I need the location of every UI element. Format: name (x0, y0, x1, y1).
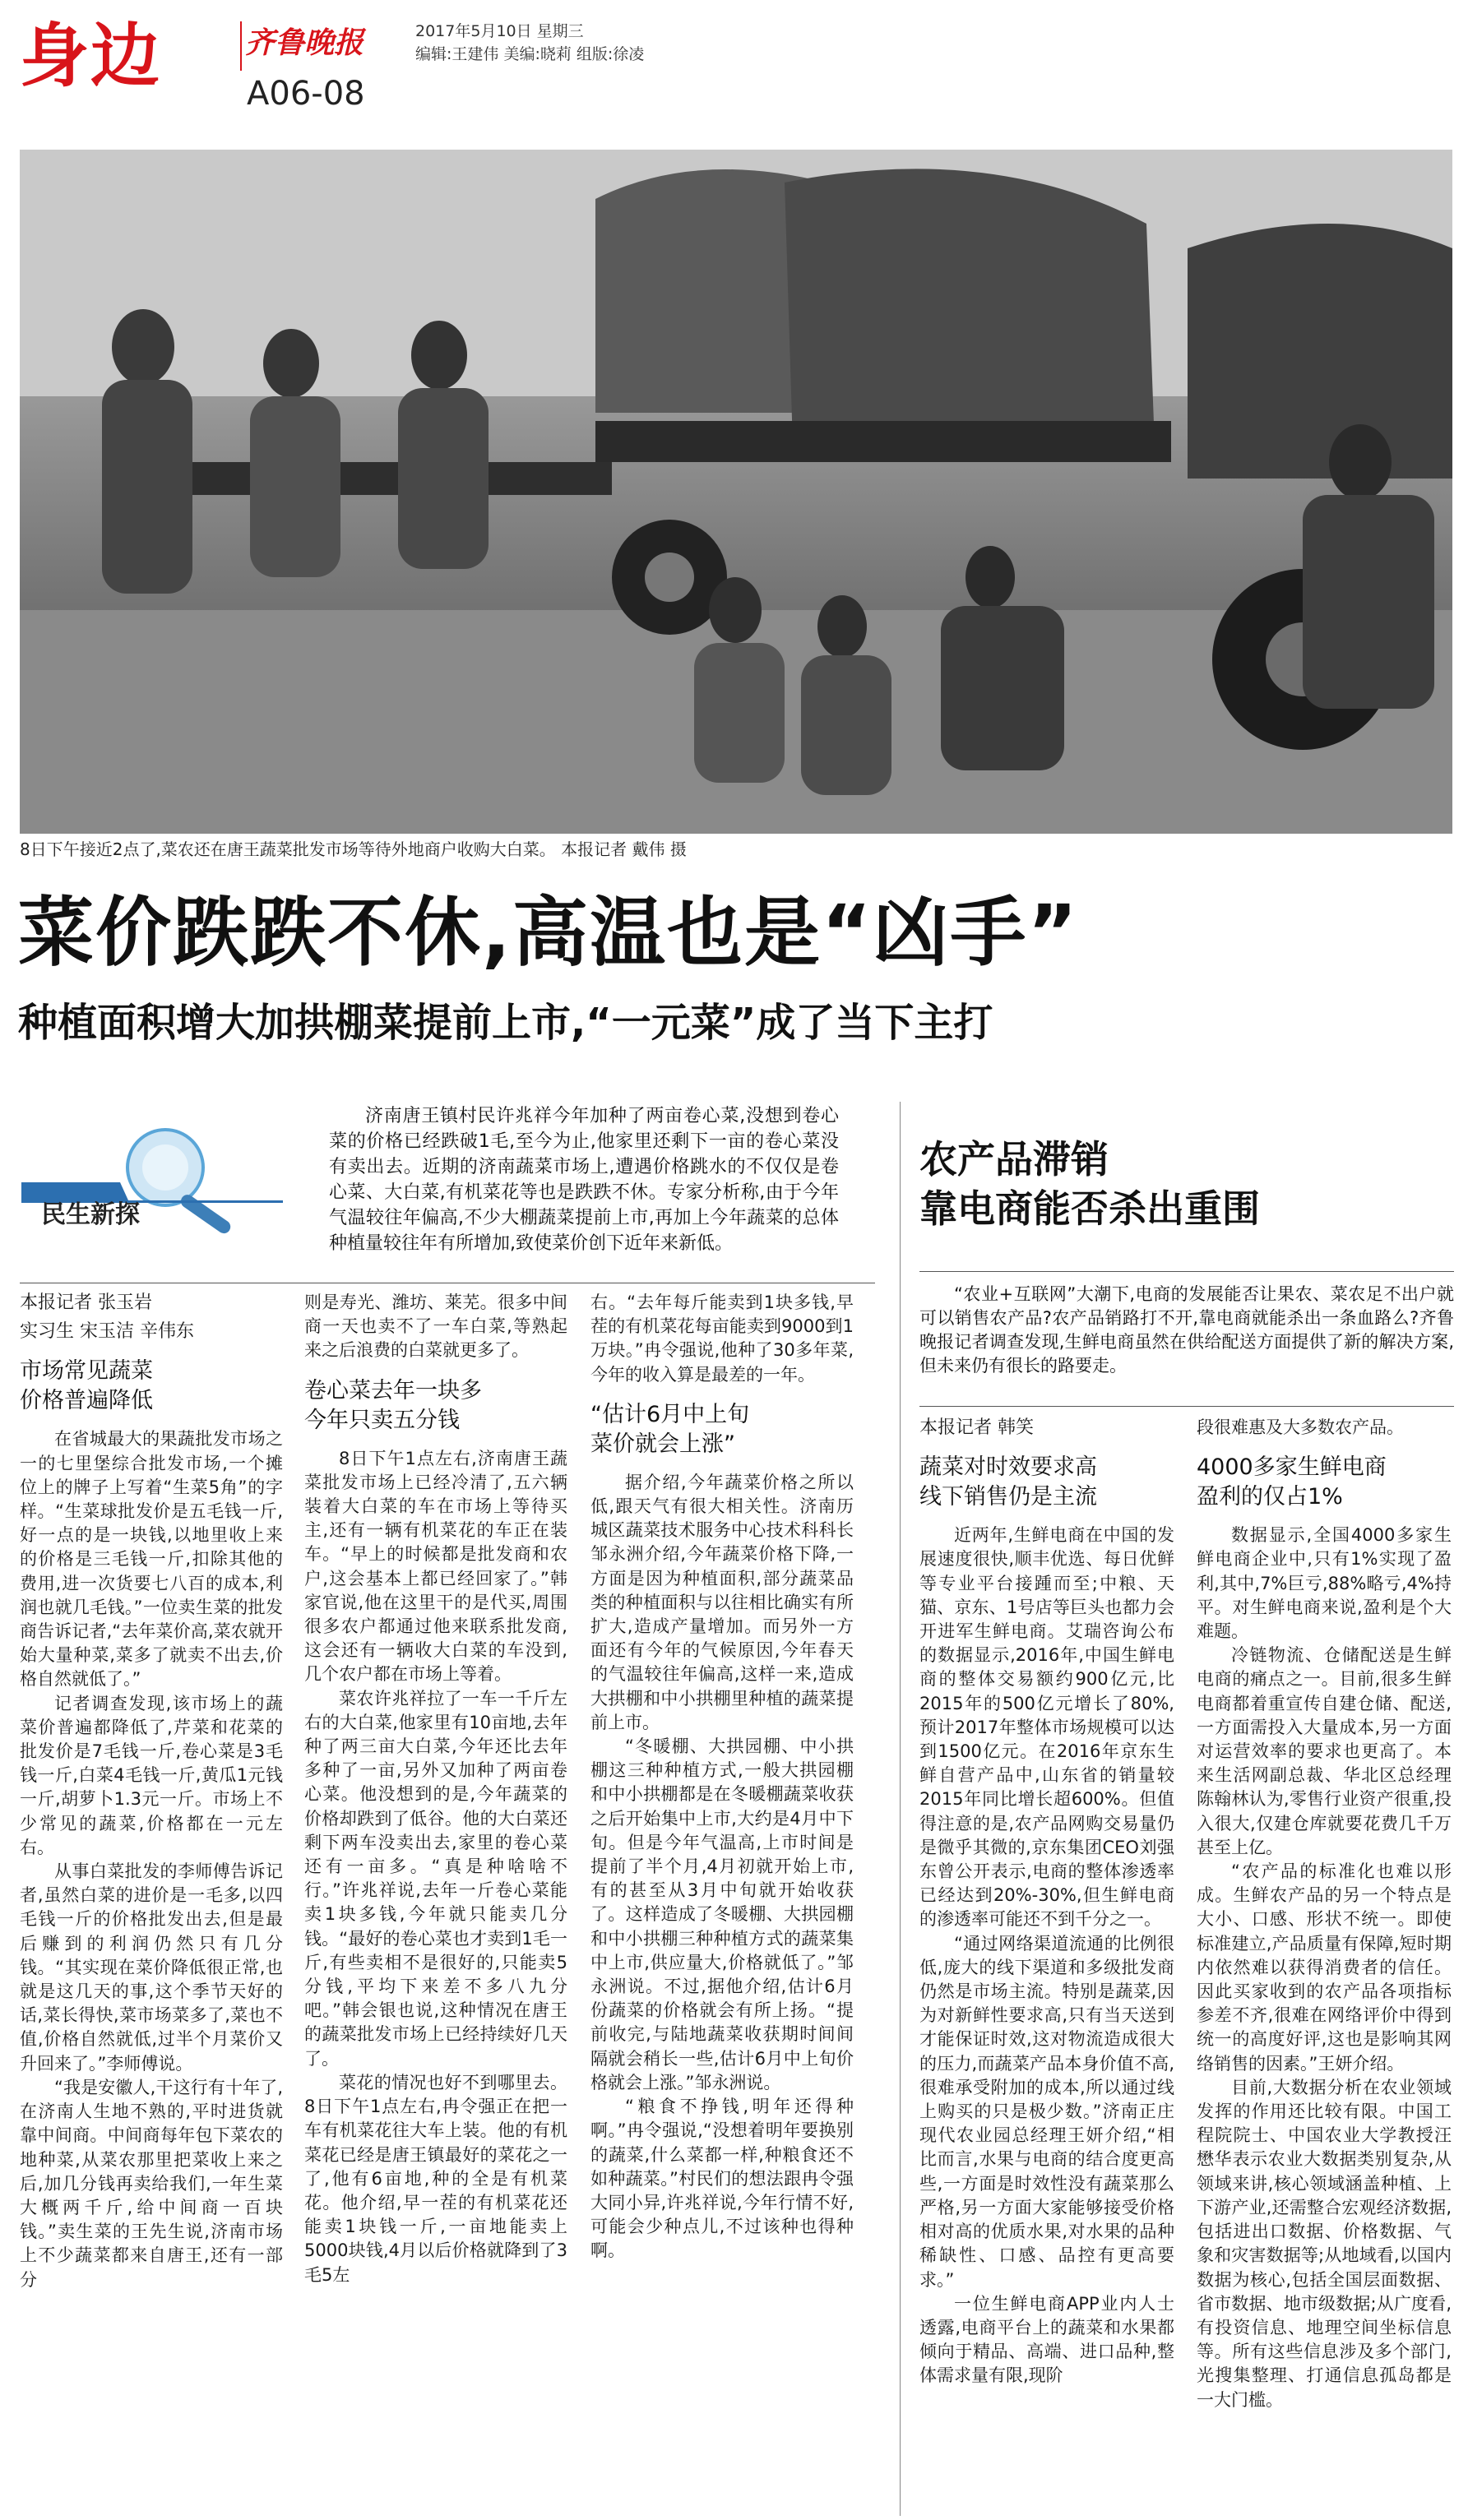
story-column-3 (590, 1291, 854, 2516)
paragraph: 记者调查发现,该市场上的蔬菜价普遍都降低了,芹菜和花菜的批发价是7毛钱一斤,卷心菜是3毛钱一斤,白菜4毛钱一斤,黄瓜1元钱一斤,胡萝卜1.3元一斤。市场上不少常见的蔬菜,价格都在一元左右。 (20, 1693, 283, 1857)
subhead-line: 卷心菜去年一块多 (304, 1377, 482, 1403)
subhead (590, 1400, 854, 1459)
paragraph: 8日下午1点左右,济南唐王蔬菜批发市场上已经冷清了,五六辆装着大白菜的车在市场上等待买主,还有一辆有机菜花的车正在装车。“早上的时候都是批发商和农户,这会基本上都已经回家了。”韩家官说,他在这里干的是代买,周围很多农户都通过他来联系批发商,这会还有一辆收大白菜的车没到,几个农户都在市场上等着。 (304, 1448, 567, 1685)
sidebar-lead-rule (919, 1406, 1454, 1407)
news-photo (20, 150, 1452, 834)
photo-caption: 8日下午接近2点了,菜农还在唐王蔬菜批发市场等待外地商户收购大白菜。 本报记者 戴伟 摄 (20, 839, 687, 859)
subhead (919, 1453, 1174, 1512)
paragraph: 冷链物流、仓储配送是生鲜电商的痛点之一。目前,很多生鲜电商都着重宣传自建仓储、配送,一方面需投入大量成本,另一方面对运营效率的要求也更高了。本来生活网副总裁、华北区总经理陈翰林认为,零售行业资产很重,投入很大,仅建仓库就要花费几千万甚至上亿。 (1197, 1645, 1452, 1857)
story-column-1 (20, 1291, 283, 2516)
subhead-line: 菜价就会上涨” (590, 1431, 735, 1457)
subhead (20, 1357, 283, 1416)
sidebar-headline-line1: 农产品滞销 (919, 1137, 1109, 1181)
page-number: A06-08 (247, 75, 365, 113)
paragraph: 从事白菜批发的李师傅告诉记者,虽然白菜的进价是一毛多,以四毛钱一斤的价格批发出去,但是最后赚到的利润仍然只有几分钱。“其实现在菜价降低很正常,也就是这几天的事,这个季节天好的话,菜长得快,菜市场菜多了,菜也不值,价格自然就低,过半个月菜价又升回来了。”李师傅说。 (20, 1861, 283, 2074)
paragraph: “农产品的标准化也难以形成。生鲜农产品的另一个特点是大小、口感、形状不统一。即使标准建立,产品质量有保障,短时期内依然难以获得消费者的信任。因此买家收到的农产品各项指标参差不齐,很难在网络评价中得到统一的高度好评,这也是影响其网络销售的因素。”王妍介绍。 (1197, 1861, 1452, 2074)
column-divider (900, 1102, 901, 2516)
paragraph: “我是安徽人,干这行有十年了,在济南人生地不熟的,平时进货就靠中间商。中间商每年包下菜农的地种菜,从菜农那里把菜收上来之后,加几分钱再卖给我们,一年生菜大概两千斤,给中间商一百块钱。”卖生菜的王先生说,济南市场上不少蔬菜都来自唐王,还有一部分 (20, 2077, 283, 2290)
subhead (1197, 1453, 1452, 1512)
paragraph: 段很难惠及大多数农产品。 (1197, 1417, 1404, 1437)
sidebar-column-2 (1197, 1416, 1452, 2516)
paragraph: 目前,大数据分析在农业领域发挥的作用还比较有限。中国工程院院士、中国农业大学教授汪懋华表示农业大数据类别复杂,从领域来讲,核心领域涵盖种植、上下游产业,还需整合宏观经济数据,包括进出口数据、价格数据、气象和灾害数据等;从地域看,以国内数据为核心,包括全国层面数据、省市数据、地市级数据;从广度看,有投资信息、地理空间坐标信息等。所有这些信息涉及多个部门,光搜集整理、打通信息孤岛都是一大门槛。 (1197, 2077, 1452, 2410)
sidebar-lead: “农业+互联网”大潮下,电商的发展能否让果农、菜农足不出户就可以销售农产品?农产品销路打不开,靠电商就能杀出一条血路么?齐鲁晚报记者调查发现,生鲜电商虽然在供给配送方面提供了新的解决方案,但未来仍有很长的路要走。 (919, 1284, 1454, 1376)
subhead-line: 4000多家生鲜电商 (1197, 1454, 1387, 1481)
subhead (304, 1376, 567, 1436)
column-logo (21, 1118, 283, 1250)
sidebar-headline-line2: 靠电商能否杀出重围 (919, 1186, 1260, 1231)
sidebar-rule (919, 1271, 1454, 1272)
subhead-line: 今年只卖五分钱 (304, 1407, 460, 1433)
sidebar-headline (919, 1135, 1260, 1233)
paragraph: 在省城最大的果蔬批发市场之一的七里堡综合批发市场,一个摊位上的牌子上写着“生菜5角”的字样。“生菜球批发价是五毛钱一斤,好一点的是一块钱,以地里收上来的价格是三毛钱一斤,扣除其他的费用,进一次货要七八百的成本,利润也就几毛钱。”一位卖生菜的批发商告诉记者,“去年菜价高,菜农就开始大量种菜,菜多了就卖不出去,价格自然就低了。” (20, 1429, 283, 1690)
subhead-line: 市场常见蔬菜 (20, 1358, 153, 1385)
paper-name-logo: 齐鲁晚报 (245, 25, 364, 60)
paragraph: 右。“去年每斤能卖到1块多钱,早茬的有机菜花每亩能卖到9000到1万块。”冉令强说,他种了30多年菜,今年的收入算是最差的一年。 (590, 1292, 854, 1385)
subhead-line: “估计6月中上旬 (590, 1401, 750, 1427)
paragraph: 数据显示,全国4000多家生鲜电商企业中,只有1%实现了盈利,其中,7%巨亏,88%略亏,4%持平。对生鲜电商来说,盈利是个大难题。 (1197, 1525, 1452, 1642)
paragraph: 则是寿光、潍坊、莱芜。很多中间商一天也卖不了一车白菜,等熟起来之后浪费的白菜就更多了。 (304, 1292, 567, 1361)
main-headline: 菜价跌跌不休,高温也是“凶手” (18, 889, 1079, 977)
paragraph: “粮食不挣钱,明年还得种啊。”冉令强说,“没想着明年要换别的蔬菜,什么菜都一样,种粮食还不如种蔬菜。”村民们的想法跟冉令强大同小异,许兆祥说,今年行情不好,可能会少种点儿,不过该种也得种啊。 (590, 2097, 854, 2261)
lead-paragraph: 济南唐王镇村民许兆祥今年加种了两亩卷心菜,没想到卷心菜的价格已经跌破1毛,至今为止,他家里还剩下一亩的卷心菜没有卖出去。近期的济南蔬菜市场上,遭遇价格跳水的不仅仅是卷心菜、大白菜,有机菜花等也是跌跌不休。专家分析称,由于今年气温较往年偏高,不少大棚蔬菜提前上市,再加上今年蔬菜的总体种植量较往年有所增加,致使菜价创下近年来新低。 (329, 1106, 839, 1254)
paragraph: 据介绍,今年蔬菜价格之所以低,跟天气有很大相关性。济南历城区蔬菜技术服务中心技术科科长邹永洲介绍,今年蔬菜价格下降,一方面是因为种植面积,部分蔬菜品类的种植面积与以往相比确实有所扩大,造成产量增加。而另外一方面还有今年的气候原因,今年春天的气温较往年偏高,这样一来,造成大拱棚和中小拱棚里种植的蔬菜提前上市。 (590, 1472, 854, 1732)
paragraph: 一位生鲜电商APP业内人士透露,电商平台上的蔬菜和水果都倾向于精品、高端、进口品种,整体需求量有限,现阶 (919, 2293, 1174, 2386)
issue-date: 2017年5月10日 星期三 (415, 22, 584, 40)
subhead-line: 价格普遍降低 (20, 1388, 153, 1414)
sidebar-column-1 (919, 1416, 1174, 2516)
byline: 实习生 宋玉洁 辛伟东 (20, 1321, 194, 1343)
paragraph: 菜花的情况也好不到哪里去。8日下午1点左右,冉令强正在把一车有机菜花往大车上装。他的有机菜花已经是唐王镇最好的菜花之一了,他有6亩地,种的全是有机菜花。他介绍,早一茬的有机菜花还能卖1块钱一斤,一亩地能卖上5000块钱,4月以后价格就降到了3毛5左 (304, 2072, 567, 2285)
byline: 本报记者 韩笑 (919, 1417, 1034, 1438)
subhead-line: 线下销售仍是主流 (919, 1484, 1097, 1510)
subhead-line: 蔬菜对时效要求高 (919, 1454, 1097, 1481)
paragraph: 菜农许兆祥拉了一车一千斤左右的大白菜,他家里有10亩地,去年种了两三亩大白菜,今年还比去年多种了一亩,另外又加种了两亩卷心菜。他没想到的是,今年蔬菜的价格却跌到了低谷。他的大白菜还剩下两车没卖出去,家里的卷心菜还有一亩多。“真是种啥啥不行。”许兆祥说,去年一斤卷心菜能卖1块多钱,今年就只能卖几分钱。“最好的卷心菜也才卖到1毛一斤,有些卖相不是很好的,只能卖5分钱,平均下来差不多八九分吧。”韩会银也说,这种情况在唐王的蔬菜批发市场上已经持续好几天了。 (304, 1688, 567, 2069)
header-divider (240, 21, 242, 71)
byline: 本报记者 张玉岩 (20, 1292, 152, 1313)
subheadline: 种植面积增大加拱棚菜提前上市,“一元菜”成了当下主打 (18, 1000, 993, 1046)
paragraph: “通过网络渠道流通的比例很低,庞大的线下渠道和多级批发商仍然是市场主流。特别是蔬菜,因为对新鲜性要求高,只有当天送到才能保证时效,这对物流造成很大的压力,而蔬菜产品本身价值不高,很难承受附加的成本,所以通过线上购买的只是极少数。”济南正庄现代农业园总经理王妍介绍,“相比而言,水果与电商的结合度更高些,一方面是时效性没有蔬菜那么严格,另一方面大家能够接受价格相对高的优质水果,对水果的品种稀缺性、口感、品控有更高要求。” (919, 1933, 1174, 2290)
story-column-2 (304, 1291, 567, 2516)
paragraph: “冬暖棚、大拱园棚、中小拱棚这三种种植方式,一般大拱园棚和中小拱棚都是在冬暖棚蔬菜收获之后开始集中上市,大约是4月中下旬。但是今年气温高,上市时间是提前了半个月,4月初就开始上市,有的甚至从3月中旬就开始收获了。这样造成了冬暖棚、大拱园棚和中小拱棚三种种植方式的蔬菜集中上市,供应量大,价格就低了。”邹永洲说。不过,据他介绍,估计6月份蔬菜的价格就会有所上扬。“提前收完,与陆地蔬菜收获期时间间隔就会稍长一些,估计6月中上旬价格就会上涨。”邹永洲说。 (590, 1736, 854, 2092)
subhead-line: 盈利的仅占1% (1197, 1484, 1343, 1510)
column-logo-label: 民生新探 (41, 1200, 140, 1229)
section-title: 身边 (20, 16, 162, 96)
paragraph: 近两年,生鲜电商在中国的发展速度很快,顺丰优选、每日优鲜等专业平台接踵而至;中粮、天猫、京东、1号店等巨头也都力会开进军生鲜电商。艾瑞咨询公布的数据显示,2016年,中国生鲜电商的整体交易额约900亿元,比2015年的500亿元增长了80%,预计2017年整体市场规模可以达到1500亿元。在2016年京东生鲜自营产品中,山东省的销量较2015年同比增长超600%。但值得注意的是,农产品网购交易量仍是微乎其微的,京东集团CEO刘强东曾公开表示,电商的整体渗透率已经达到20%-30%,但生鲜电商的渗透率可能还不到千分之一。 (919, 1525, 1174, 1930)
editor-credits: 编辑:王建伟 美编:晓莉 组版:徐凌 (415, 45, 645, 63)
